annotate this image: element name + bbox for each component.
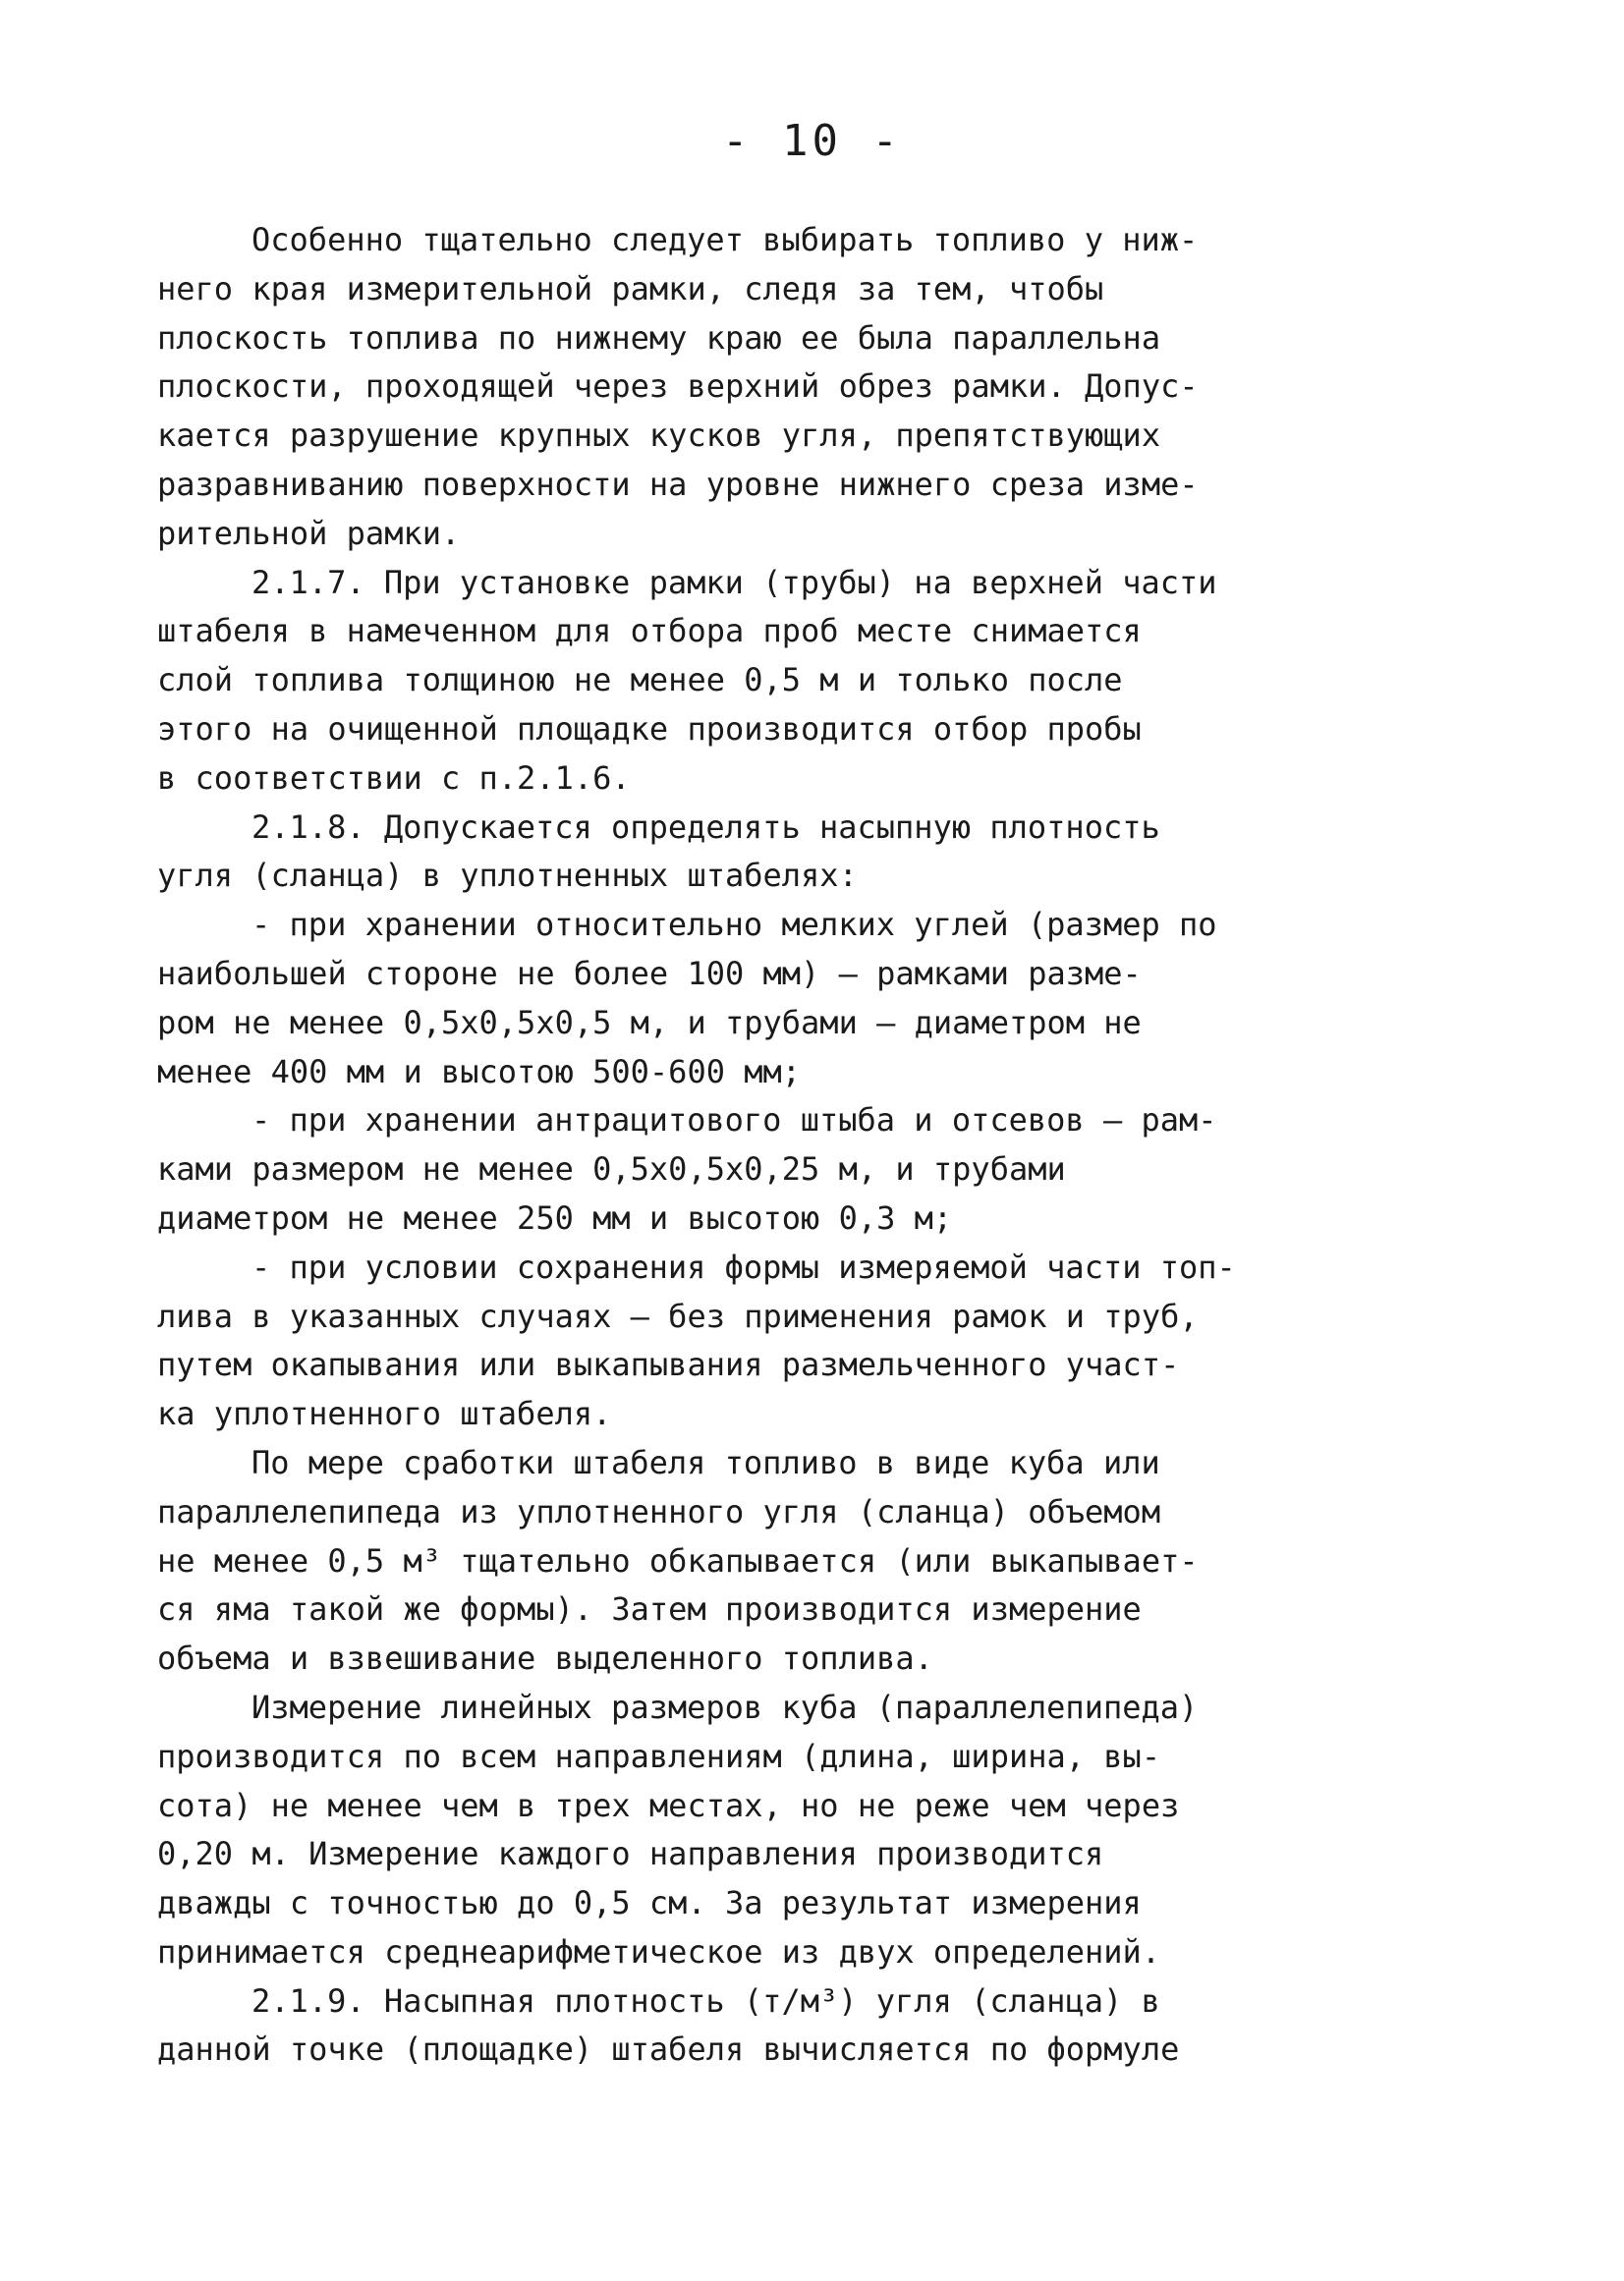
text-line: лива в указанных случаях — без применения рамок и труб, <box>157 1297 1199 1335</box>
paragraph <box>157 559 1474 804</box>
text-line: плоскости, проходящей через верхний обрез рамки. Допус- <box>157 367 1199 406</box>
text-line: наибольшей стороне не более 100 мм) — рамками разме- <box>157 954 1142 992</box>
text-line: разравниванию поверхности на уровне нижнего среза изме- <box>157 465 1199 503</box>
text-line: сота) не менее чем в трех местах, но не реже чем через <box>157 1786 1180 1824</box>
paragraph <box>157 901 1474 1096</box>
text-line: По мере сработки штабеля топливо в виде куба или <box>252 1443 1160 1481</box>
text-line: 2.1.7. При установке рамки (трубы) на верхней части <box>252 563 1217 601</box>
paragraph <box>157 804 1474 902</box>
text-line: кается разрушение крупных кусков угля, препятствующих <box>157 417 1161 455</box>
text-line: диаметром не менее 250 мм и высотою 0,3 м; <box>157 1198 953 1237</box>
text-line: 2.1.9. Насыпная плотность (т/м³) угля (сланца) в <box>252 1981 1160 2020</box>
text-line: в соответствии с п.2.1.6. <box>157 758 631 797</box>
paragraph <box>157 1096 1474 1243</box>
page-number: - 10 - <box>722 116 902 166</box>
text-line: - при хранении антрацитового штыба и отсевов — рам- <box>252 1101 1217 1140</box>
text-line: ка уплотненного штабеля. <box>157 1395 612 1433</box>
text-line: не менее 0,5 м³ тщательно обкапывается (или выкапывает- <box>157 1541 1199 1580</box>
paragraph <box>157 216 1474 559</box>
text-line: параллелепипеда из уплотненного угля (сланца) объемом <box>157 1492 1161 1530</box>
text-line: этого на очищенной площадке производится отбор пробы <box>157 709 1142 748</box>
text-line: рительной рамки. <box>157 514 461 552</box>
text-line: - при хранении относительно мелких углей (размер по <box>252 906 1217 944</box>
body-text <box>157 216 1474 2075</box>
text-line: плоскость топлива по нижнему краю ее была параллельна <box>157 318 1161 357</box>
text-line: 2.1.8. Допускается определять насыпную плотность <box>252 807 1160 846</box>
text-line: него края измерительной рамки, следя за тем, чтобы <box>157 269 1104 307</box>
text-line: слой топлива толщиною не менее 0,5 м и только после <box>157 661 1123 699</box>
text-line: ся яма такой же формы). Затем производится измерение <box>157 1590 1142 1629</box>
paragraph <box>157 1439 1474 1684</box>
paragraph <box>157 1977 1474 2076</box>
text-line: менее 400 мм и высотою 500-600 мм; <box>157 1052 802 1090</box>
text-line: ками размером не менее 0,5х0,5х0,25 м, и трубами <box>157 1150 1066 1189</box>
text-line: Измерение линейных размеров куба (параллелепипеда) <box>252 1688 1199 1726</box>
text-line: угля (сланца) в уплотненных штабелях: <box>157 857 858 895</box>
text-line: штабеля в намеченном для отбора проб месте снимается <box>157 612 1142 650</box>
paragraph <box>157 1244 1474 1439</box>
text-line: ром не менее 0,5х0,5х0,5 м, и трубами — диаметром не <box>157 1003 1142 1041</box>
text-line: производится по всем направлениям (длина, ширина, вы- <box>157 1737 1161 1775</box>
text-line: дважды с точностью до 0,5 см. За результат измерения <box>157 1884 1142 1922</box>
paragraph <box>157 1684 1474 1977</box>
text-line: 0,20 м. Измерение каждого направления производится <box>157 1835 1104 1873</box>
text-line: Особенно тщательно следует выбирать топливо у ниж- <box>252 221 1199 258</box>
text-line: - при условии сохранения формы измеряемой части топ- <box>252 1248 1236 1286</box>
text-line: принимается среднеарифметическое из двух определений. <box>157 1932 1161 1971</box>
text-line: путем окапывания или выкапывания размельченного участ- <box>157 1346 1180 1384</box>
text-line: объема и взвешивание выделенного топлива. <box>157 1640 933 1678</box>
text-line: данной точке (площадке) штабеля вычисляется по формуле <box>157 2031 1180 2069</box>
